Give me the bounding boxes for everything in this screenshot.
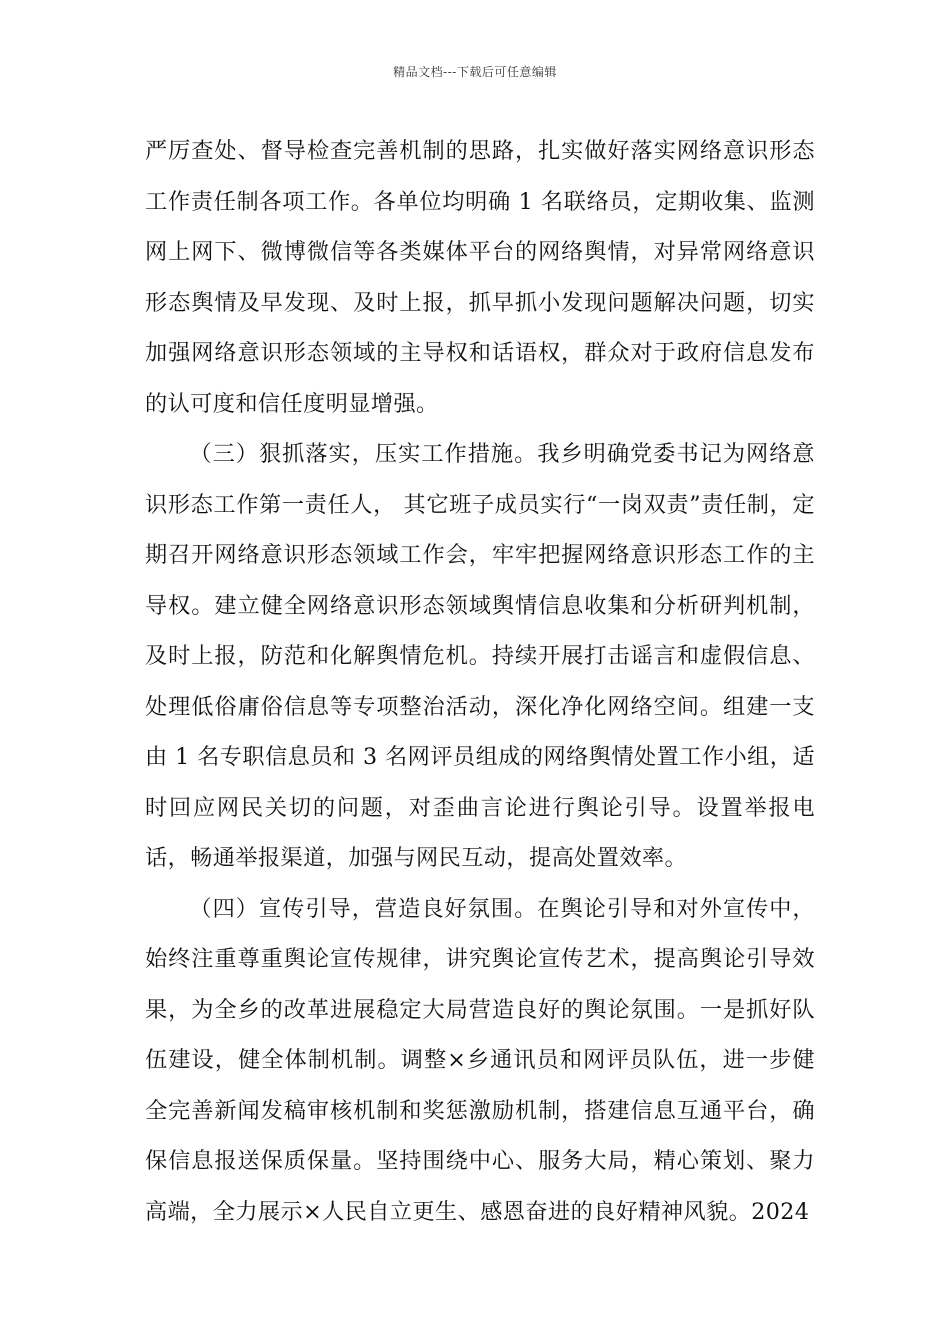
paragraph-section-three: （三）狠抓落实，压实工作措施。我乡明确党委书记为网络意识形态工作第一责任人， 其它班子成员实行“一岗双责”责任制，定期召开网络意识形态领域工作会，牢牢把握网络意识形态工作的主导权。建立健全网络意识形态领域舆情信息收集和分析研判机制，及时上报，防范和化解舆情危机。持续开展打击谣言和虚假信息、处理低俗庸俗信息等专项整治活动，深化净化网络空间。组建一支由 1 名专职信息员和 3 名网评员组成的网络舆情处置工作小组，适时回应网民关切的问题，对歪曲言论进行舆论引导。设置举报电话，畅通举报渠道，加强与网民互动，提高处置效率。 <box>145 441 815 871</box>
paragraph-continuation: 严厉查处、督导检查完善机制的思路，扎实做好落实网络意识形态工作责任制各项工作。各单位均明确 1 名联络员，定期收集、监测网上网下、微博微信等各类媒体平台的网络舆情，对异常网络意识形态舆情及早发现、及时上报，抓早抓小发现问题解决问题，切实加强网络意识形态领域的主导权和话语权，群众对于政府信息发布的认可度和信任度明显增强。 <box>145 138 815 417</box>
paragraph-section-four: （四）宣传引导，营造良好氛围。在舆论引导和对外宣传中，始终注重尊重舆论宣传规律，讲究舆论宣传艺术，提高舆论引导效果，为全乡的改革进展稳定大局营造良好的舆论氛围。一是抓好队伍建设，健全体制机制。调整×乡通讯员和网评员队伍，进一步健全完善新闻发稿审核机制和奖惩激励机制，搭建信息互通平台，确保信息报送保质保量。坚持围绕中心、服务大局，精心策划、聚力高端，全力展示×人民自立更生、感恩奋进的良好精神风貌。2024 <box>145 895 815 1225</box>
document-body <box>145 126 815 1237</box>
page-header: 精品文档---下载后可任意编辑 <box>393 65 557 79</box>
